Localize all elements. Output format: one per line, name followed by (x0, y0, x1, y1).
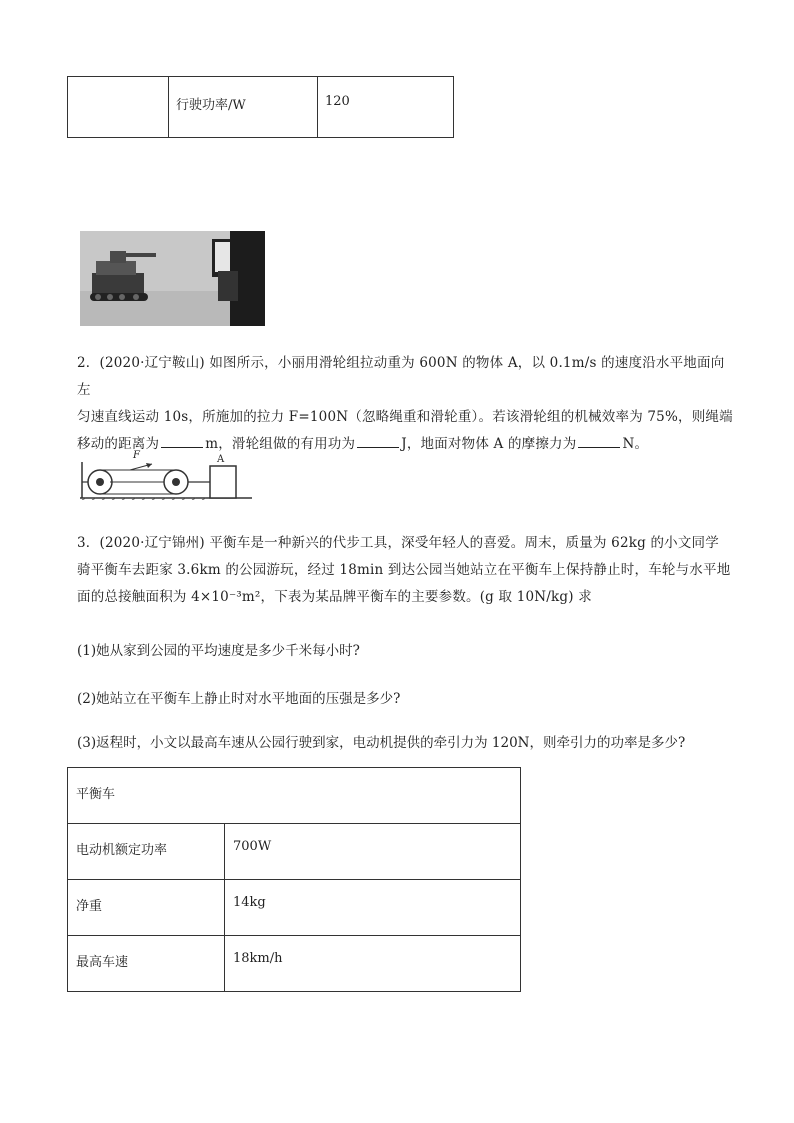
answer-blank (578, 433, 620, 448)
table-cell: 净重 (68, 880, 225, 936)
q2-line-3: 移动的距离为 m，滑轮组做的有用功为 J，地面对物体 A 的摩擦力为 N。 (77, 431, 737, 458)
pulley-diagram-svg (80, 452, 252, 500)
answer-blank (161, 433, 203, 448)
robot-photo-image (80, 231, 265, 326)
q3-line-1: 3．(2020·辽宁锦州) 平衡车是一种新兴的代步工具，深受年轻人的喜爱。周末，质量为 62kg 的小文同学 (77, 535, 719, 551)
table-cell (68, 77, 169, 138)
table-cell: 120 (318, 77, 454, 138)
table-header-cell: 平衡车 (68, 768, 521, 824)
spec-table (67, 767, 521, 992)
table-row (68, 936, 521, 992)
table-row (68, 824, 521, 880)
table-row (68, 77, 454, 138)
table-cell: 电动机额定功率 (68, 824, 225, 880)
q3-sub-2: (2)她站立在平衡车上静止时对水平地面的压强是多少? (77, 691, 401, 707)
force-label: F (133, 450, 140, 461)
q3-sub-3: (3)返程时，小文以最高车速从公园行驶到家，电动机提供的牵引力为 120N，则牵引力的功率是多少? (77, 735, 686, 751)
q3-sub-1: (1)她从家到公园的平均速度是多少千米每小时? (77, 643, 360, 659)
table-cell: 最高车速 (68, 936, 225, 992)
q3-line-2: 骑平衡车去距家 3.6km 的公园游玩，经过 18min 到达公园当她站立在平衡车上保持静止时，车轮与水平地 (77, 562, 731, 578)
q2-line-1: 2．(2020·辽宁鞍山) 如图所示，小丽用滑轮组拉动重为 600N 的物体 A，以 0.1m/s 的速度沿水平地面向左 (77, 355, 725, 398)
object-label: A (217, 454, 225, 465)
robot-photo (80, 231, 265, 326)
table-cell: 行驶功率/W (169, 77, 318, 138)
table-row (68, 880, 521, 936)
question-2 (77, 350, 737, 458)
table-cell: 700W (225, 824, 521, 880)
table-cell: 14kg (225, 880, 521, 936)
question-3 (77, 530, 737, 611)
q3-line-3: 面的总接触面积为 4×10⁻³m²，下表为某品牌平衡车的主要参数。(g 取 10N/kg) 求 (77, 589, 592, 605)
table-cell: 18km/h (225, 936, 521, 992)
top-table (67, 76, 454, 138)
pulley-diagram (80, 452, 252, 500)
q2-line-2: 匀速直线运动 10s，所施加的拉力 F=100N（忽略绳重和滑轮重）。若该滑轮组的机械效率为 75%，则绳端 (77, 409, 733, 425)
table-row (68, 768, 521, 824)
answer-blank (357, 433, 399, 448)
